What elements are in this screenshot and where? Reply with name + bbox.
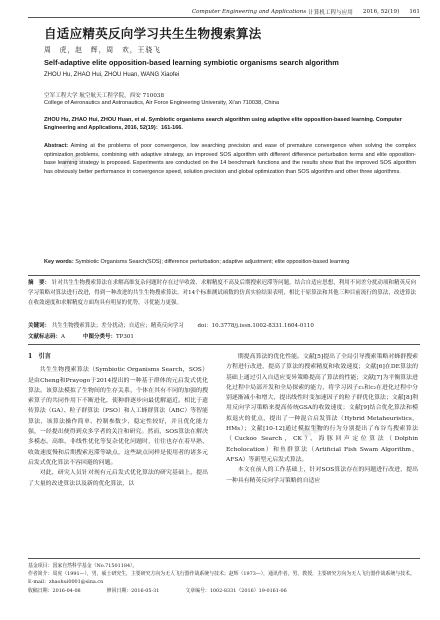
keywords-cn — [28, 322, 416, 331]
watermark: ▪▪ — [297, 416, 325, 443]
clc-number: 中图分类号：TP301 — [83, 334, 134, 340]
classification-line — [28, 332, 416, 340]
paragraph: 本文在前人的工作基础上，针对SOS算法存在的问题进行改进，提出一种具有精英反向学习策略的自适应 — [226, 467, 418, 484]
doi: doi：10.3778/j.issn.1002-8331.1604-0110 — [197, 323, 314, 329]
affiliation-en: College of Aeronautics and Astronautics, Air Force Engineering University, Xi’an 710038, China — [44, 100, 279, 106]
authors-cn: 周 虎，赵 辉，周 欢，王骁飞 — [44, 46, 161, 54]
keywords-en-label: Key words: — [44, 259, 74, 265]
paper-title-cn: 自适应精英反向学习共生生物搜索算法 — [44, 26, 262, 41]
author-bio: 作者简介：周虎（1991—），男，硕士研究生，主要研究方向为无人飞行器作战系统与技术；赵辉（1973—），通讯作者，男，教授，主要研究方向为无人飞行器作战系统与技术。E-mail：zhaohui0001@sina.cn — [28, 571, 415, 586]
abstract-cn-label: 摘 要： — [28, 280, 51, 286]
journal-name: Computer Engineering and Applications — [191, 8, 307, 15]
keywords-cn-label: 关键词： — [28, 323, 51, 329]
revised-date: 2016-05-31 — [131, 587, 160, 594]
abstract-cn — [28, 279, 416, 308]
doc-code: 文献标志码：A — [28, 334, 65, 340]
keywords-en — [44, 258, 416, 266]
body-column-right — [226, 352, 418, 486]
citation: ZHOU Hu, ZHAO Hui, ZHOU Huan, et al. Symbiotic organisms search algorithm using adaptive elite opposition-based learning. Computer Engineering and Applications, 2016, 52(19)：161-166. — [44, 117, 402, 132]
page-number: 161 — [409, 8, 420, 15]
footnote-divider — [28, 558, 420, 559]
watermark: ▪▪ — [57, 146, 85, 173]
fund-note: 基金项目：国家自然科学基金（No.71501184）。 — [28, 563, 138, 569]
divider — [28, 344, 420, 345]
keywords-cn-text: 共生生物搜索算法；差分扰动；自适应；精英反向学习 — [51, 323, 184, 329]
affiliation-cn: 空军工程大学 航空航天工程学院，西安 710038 — [44, 93, 165, 99]
footnotes — [28, 562, 416, 595]
abstract-en-text: Aiming at the problems of poor convergence, low searching precision and ease of premature convergence when solving the complex optimization problems, combining with adaptive strategy, an improved SOS algorithm with different difference perturbation terms and elite opposition-base learning strategy is proposed. Experiments are conducted on the 14 benchmark functions and the results show that the improved SOS algorithm has obviously better performance in convergence speed, solution precision and global optimization than SOS algorithm and other three algorithms. — [44, 143, 416, 175]
received-date: 2016-04-08 — [52, 587, 81, 594]
divider — [28, 275, 420, 276]
running-header — [28, 6, 420, 18]
section-heading: 1 引言 — [28, 353, 51, 360]
article-number: 1002-8331（2016）19-0161-06 — [209, 587, 287, 594]
paragraph: 共生生物搜索算法（Symbiotic Organisms Search，SOS）是由Cheng和Prayogo于2014提出的一种基于群体的元启发式优化算法。该算法模拟了生物间的生存关系，个体在其有不同的加强的搜索算子的共同作用下不断进化，使种群逐步向最优解逼近。相比于遗传算法（GA）、粒子群算法（PSO）和人工蜂群算法（ABC）等智能算法，该算法操作简单、控制参数少、稳定性较好，并且优化能力强，一经提出便得到众多学者的关注和研究。然而，SOS算法在解决多模态、高维、非线性优化等复杂优化问题时，往往也存在着早熟、收敛速度慢和后期搜索迟滞等缺点，这些缺点同样是使用者的诸多元启发式优化算法不容回避的问题。 — [28, 367, 208, 466]
abstract-en — [44, 142, 416, 176]
abstract-en-label: Abstract: — [44, 143, 69, 149]
abstract-cn-text: 针对共生生物搜索算法在求解高维复杂问题时存在过早收敛、求解精度不高及后期搜索迟滞等问题，结合自适应思想，利用不同差分扰动项和精英反向学习策略对算法进行改进，得到一种改进的共生生物搜索算法。对14个标准测试函数的仿真实验结果表明，相比于原算法和其他三种目前流行的算法，改进算法在收敛速度和求解精度方面均具有明显的优势，寻优能力更强。 — [28, 280, 416, 306]
paragraph: 期提高算法的优化性能。文献[5]提出了全局引导搜索策略对蜂群搜索方程进行改进，提高了算法的搜索精度和收敛速度；文献[6]在DE算法的基础上通过引入自适应变异策略提高了算法的性能；文献[7]为平衡算法进化过程中局部开发和全局探索的能力，将学习因子c₁和c₂在进化过程中分别逐渐减小和增大，提出线性时变加速因子的粒子群优化算法；文献[8]利用反向学习策略来提高传统GSA的收敛速度；文献[9]结合优化算法和模拟退火的优点，提出了一种混合启发算法（Hybrid Metaheuristics，HMs）；文献[10-12]通过模拟生物的行为分别提出了布谷鸟搜索算法（Cuckoo Search，CK）、海豚回声定位算法（Dolphin Echolocation）和鱼群算法（Artificial Fish Swam Algorithm，AFSA）等新型元启发式算法。 — [226, 354, 418, 463]
dates-line: 收稿日期：2016-04-08 修回日期：2016-05-31 文章编号：1002-8331（2016）19-0161-06 — [28, 587, 287, 594]
body-column-left — [28, 352, 208, 489]
paragraph: 对此，研究人员针对现有元启发式优化算法的研究基础上，提出了大量的改进算法以及新的优化算法，以 — [28, 470, 208, 487]
paper-title-en: Self-adaptive elite opposition-based learning symbiotic organisms search algorithm — [44, 58, 339, 67]
keywords-en-text: Symbiotic Organisms Search(SOS); difference perturbation; adaptive adjustment; elite opposition-based learning — [75, 259, 350, 265]
issue: 2016, 52(19) — [362, 8, 400, 15]
authors-en: ZHOU Hu, ZHAO Hui, ZHOU Huan, WANG Xiaofei — [44, 72, 180, 78]
journal-name-cn: 计算机工程与应用 — [308, 9, 353, 16]
